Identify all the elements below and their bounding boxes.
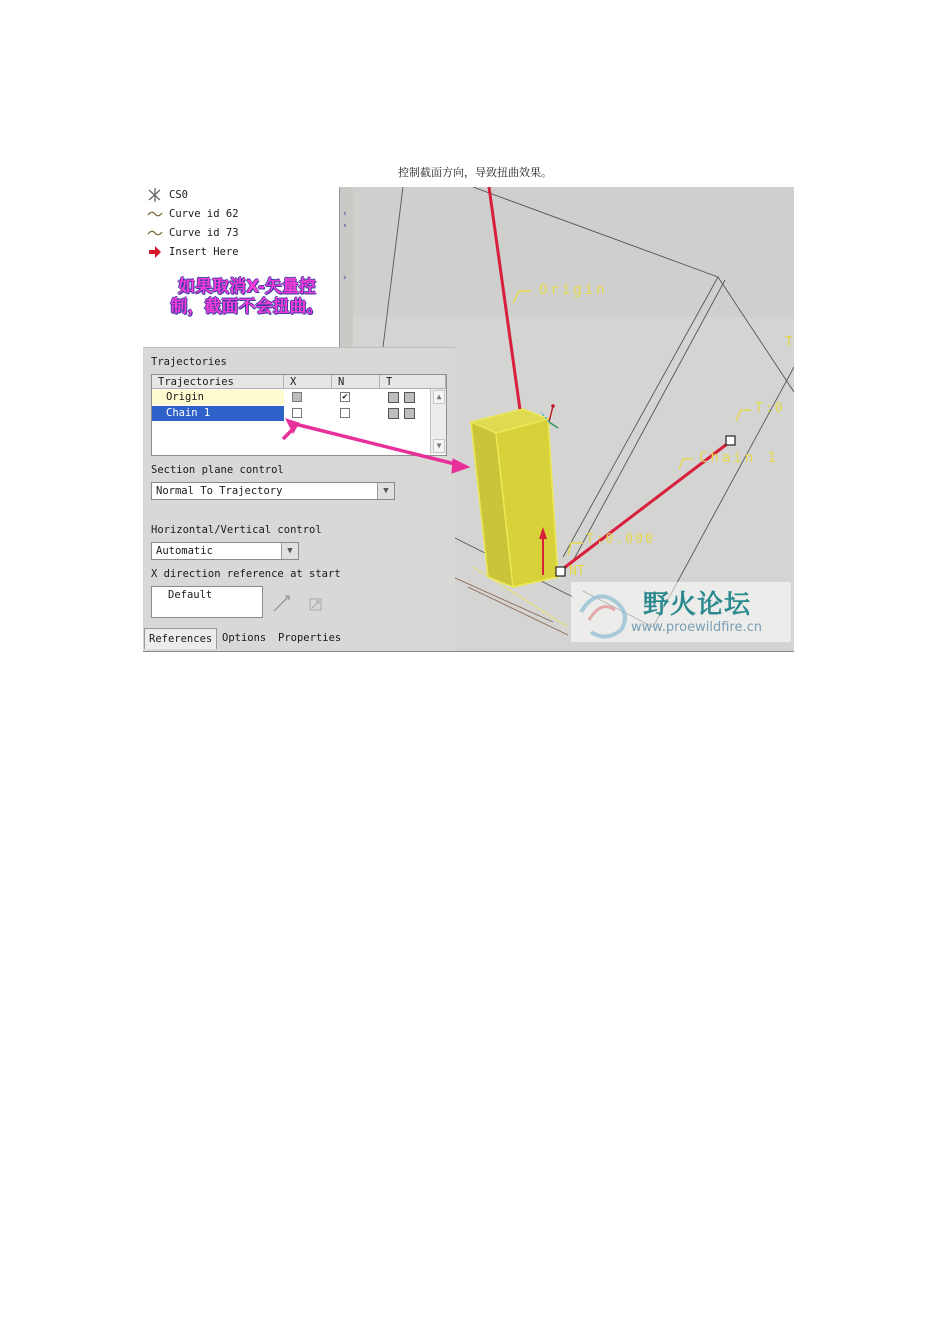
section-plane-value: Normal To Trajectory — [156, 485, 283, 497]
watermark-url: www.proewildfire.cn — [631, 620, 762, 635]
trajectories-heading: Trajectories — [151, 356, 227, 368]
collapse-icon[interactable]: ‹ — [343, 221, 347, 231]
figure-caption: 控制截面方向，导致扭曲效果。 — [398, 166, 552, 179]
origin-label: Origin — [539, 282, 608, 298]
row-name: Origin — [152, 390, 284, 405]
column-header-t[interactable]: T — [380, 375, 446, 389]
tree-item-label: Curve id 73 — [169, 227, 239, 239]
collapse-icon[interactable]: ‹ — [343, 209, 347, 219]
column-header-trajectories[interactable]: Trajectories — [152, 375, 284, 389]
column-header-x[interactable]: X — [284, 375, 332, 389]
tab-properties[interactable]: Properties — [278, 632, 342, 644]
tree-item-label: CS0 — [169, 189, 188, 201]
tab-options[interactable]: Options — [222, 632, 267, 644]
tree-item-label: Curve id 62 — [169, 208, 239, 220]
hv-control-heading: Horizontal/Vertical control — [151, 524, 322, 536]
watermark-title: 野火论坛 — [643, 590, 752, 620]
annotation-line-1: 如果取消X-矢量控 — [178, 277, 316, 297]
t0-label-top: T:0 — [755, 401, 785, 416]
callout-arrow-icon — [143, 187, 794, 651]
proe-screenshot — [143, 187, 794, 652]
t0-label-bottom: T:0.000 — [586, 532, 655, 547]
tab-references[interactable]: References — [144, 628, 217, 649]
scroll-down-icon[interactable]: ▼ — [433, 439, 445, 453]
column-header-n[interactable]: N — [332, 375, 380, 389]
n-checkbox-origin[interactable]: ✔ — [340, 392, 350, 402]
chevron-down-icon[interactable]: ▼ — [377, 483, 394, 499]
chain-label: Chain 1 — [699, 450, 780, 466]
x-direction-value: Default — [168, 589, 213, 601]
annotation-line-2: 制，截面不会扭曲。 — [170, 297, 324, 317]
row-name: Chain 1 — [152, 406, 284, 421]
scroll-up-icon[interactable]: ▲ — [433, 390, 445, 404]
pnt-label: NT — [569, 564, 585, 579]
hv-control-value: Automatic — [156, 545, 213, 557]
edge-t-label: T — [785, 335, 793, 350]
tree-item-label: Insert Here — [169, 246, 239, 258]
section-plane-heading: Section plane control — [151, 464, 284, 476]
expand-icon[interactable]: › — [343, 273, 347, 283]
x-direction-heading: X direction reference at start — [151, 568, 341, 580]
chevron-down-icon[interactable]: ▼ — [281, 543, 298, 559]
